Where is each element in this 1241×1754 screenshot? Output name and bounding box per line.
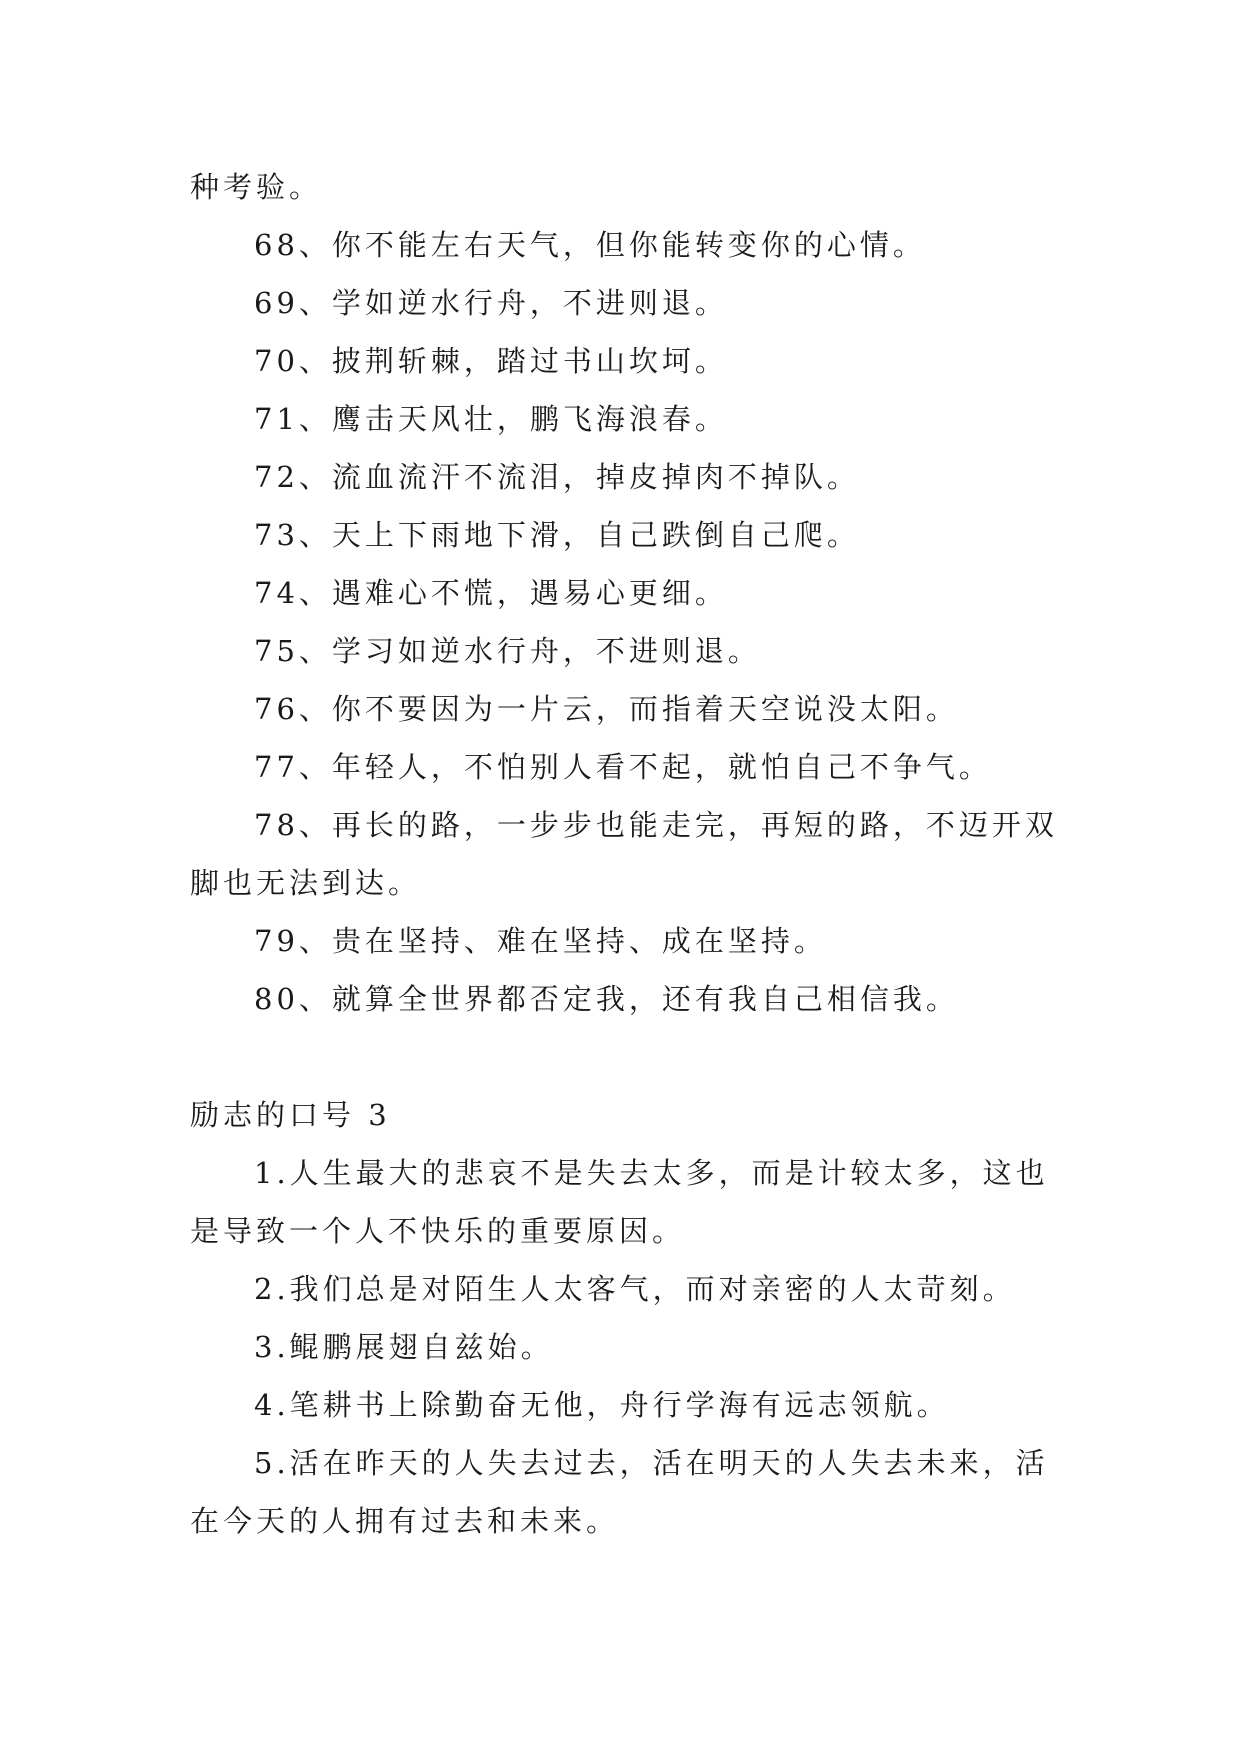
continuation-line: 种考验。 — [190, 170, 323, 204]
list-item: 68、你不能左右天气，但你能转变你的心情。 — [254, 228, 926, 262]
list-item: 72、流血流汗不流泪，掉皮掉肉不掉队。 — [254, 460, 860, 494]
slogan-item-1-line2: 是导致一个人不快乐的重要原因。 — [190, 1214, 686, 1248]
slogan-item-4: 4.笔耕书上除勤奋无他，舟行学海有远志领航。 — [254, 1388, 950, 1422]
list-item: 76、你不要因为一片云，而指着天空说没太阳。 — [254, 692, 959, 726]
list-item-78-line2: 脚也无法到达。 — [190, 866, 422, 900]
list-item: 79、贵在坚持、难在坚持、成在坚持。 — [254, 924, 827, 958]
list-item: 75、学习如逆水行舟，不进则退。 — [254, 634, 761, 668]
slogan-item-5-line1: 5.活在昨天的人失去过去，活在明天的人失去未来，活 — [254, 1446, 1049, 1480]
section-heading: 励志的口号 3 — [190, 1098, 391, 1132]
document-page — [190, 158, 1060, 1550]
list-item: 77、年轻人，不怕别人看不起，就怕自己不争气。 — [254, 750, 992, 784]
slogan-item-3: 3.鲲鹏展翅自兹始。 — [254, 1330, 554, 1364]
list-item: 71、鹰击天风壮，鹏飞海浪春。 — [254, 402, 728, 436]
list-item: 74、遇难心不慌，遇易心更细。 — [254, 576, 728, 610]
list-item-78-line1: 78、再长的路，一步步也能走完，再短的路，不迈开双 — [254, 808, 1058, 842]
list-item: 70、披荆斩棘，踏过书山坎坷。 — [254, 344, 728, 378]
list-item: 73、天上下雨地下滑，自己跌倒自己爬。 — [254, 518, 860, 552]
list-item: 80、就算全世界都否定我，还有我自己相信我。 — [254, 982, 959, 1016]
slogan-item-2: 2.我们总是对陌生人太客气，而对亲密的人太苛刻。 — [254, 1272, 1016, 1306]
slogan-item-1-line1: 1.人生最大的悲哀不是失去太多，而是计较太多，这也 — [254, 1156, 1049, 1190]
list-item: 69、学如逆水行舟，不进则退。 — [254, 286, 728, 320]
section-gap — [190, 1028, 1060, 1086]
slogan-item-5-line2: 在今天的人拥有过去和未来。 — [190, 1504, 620, 1538]
